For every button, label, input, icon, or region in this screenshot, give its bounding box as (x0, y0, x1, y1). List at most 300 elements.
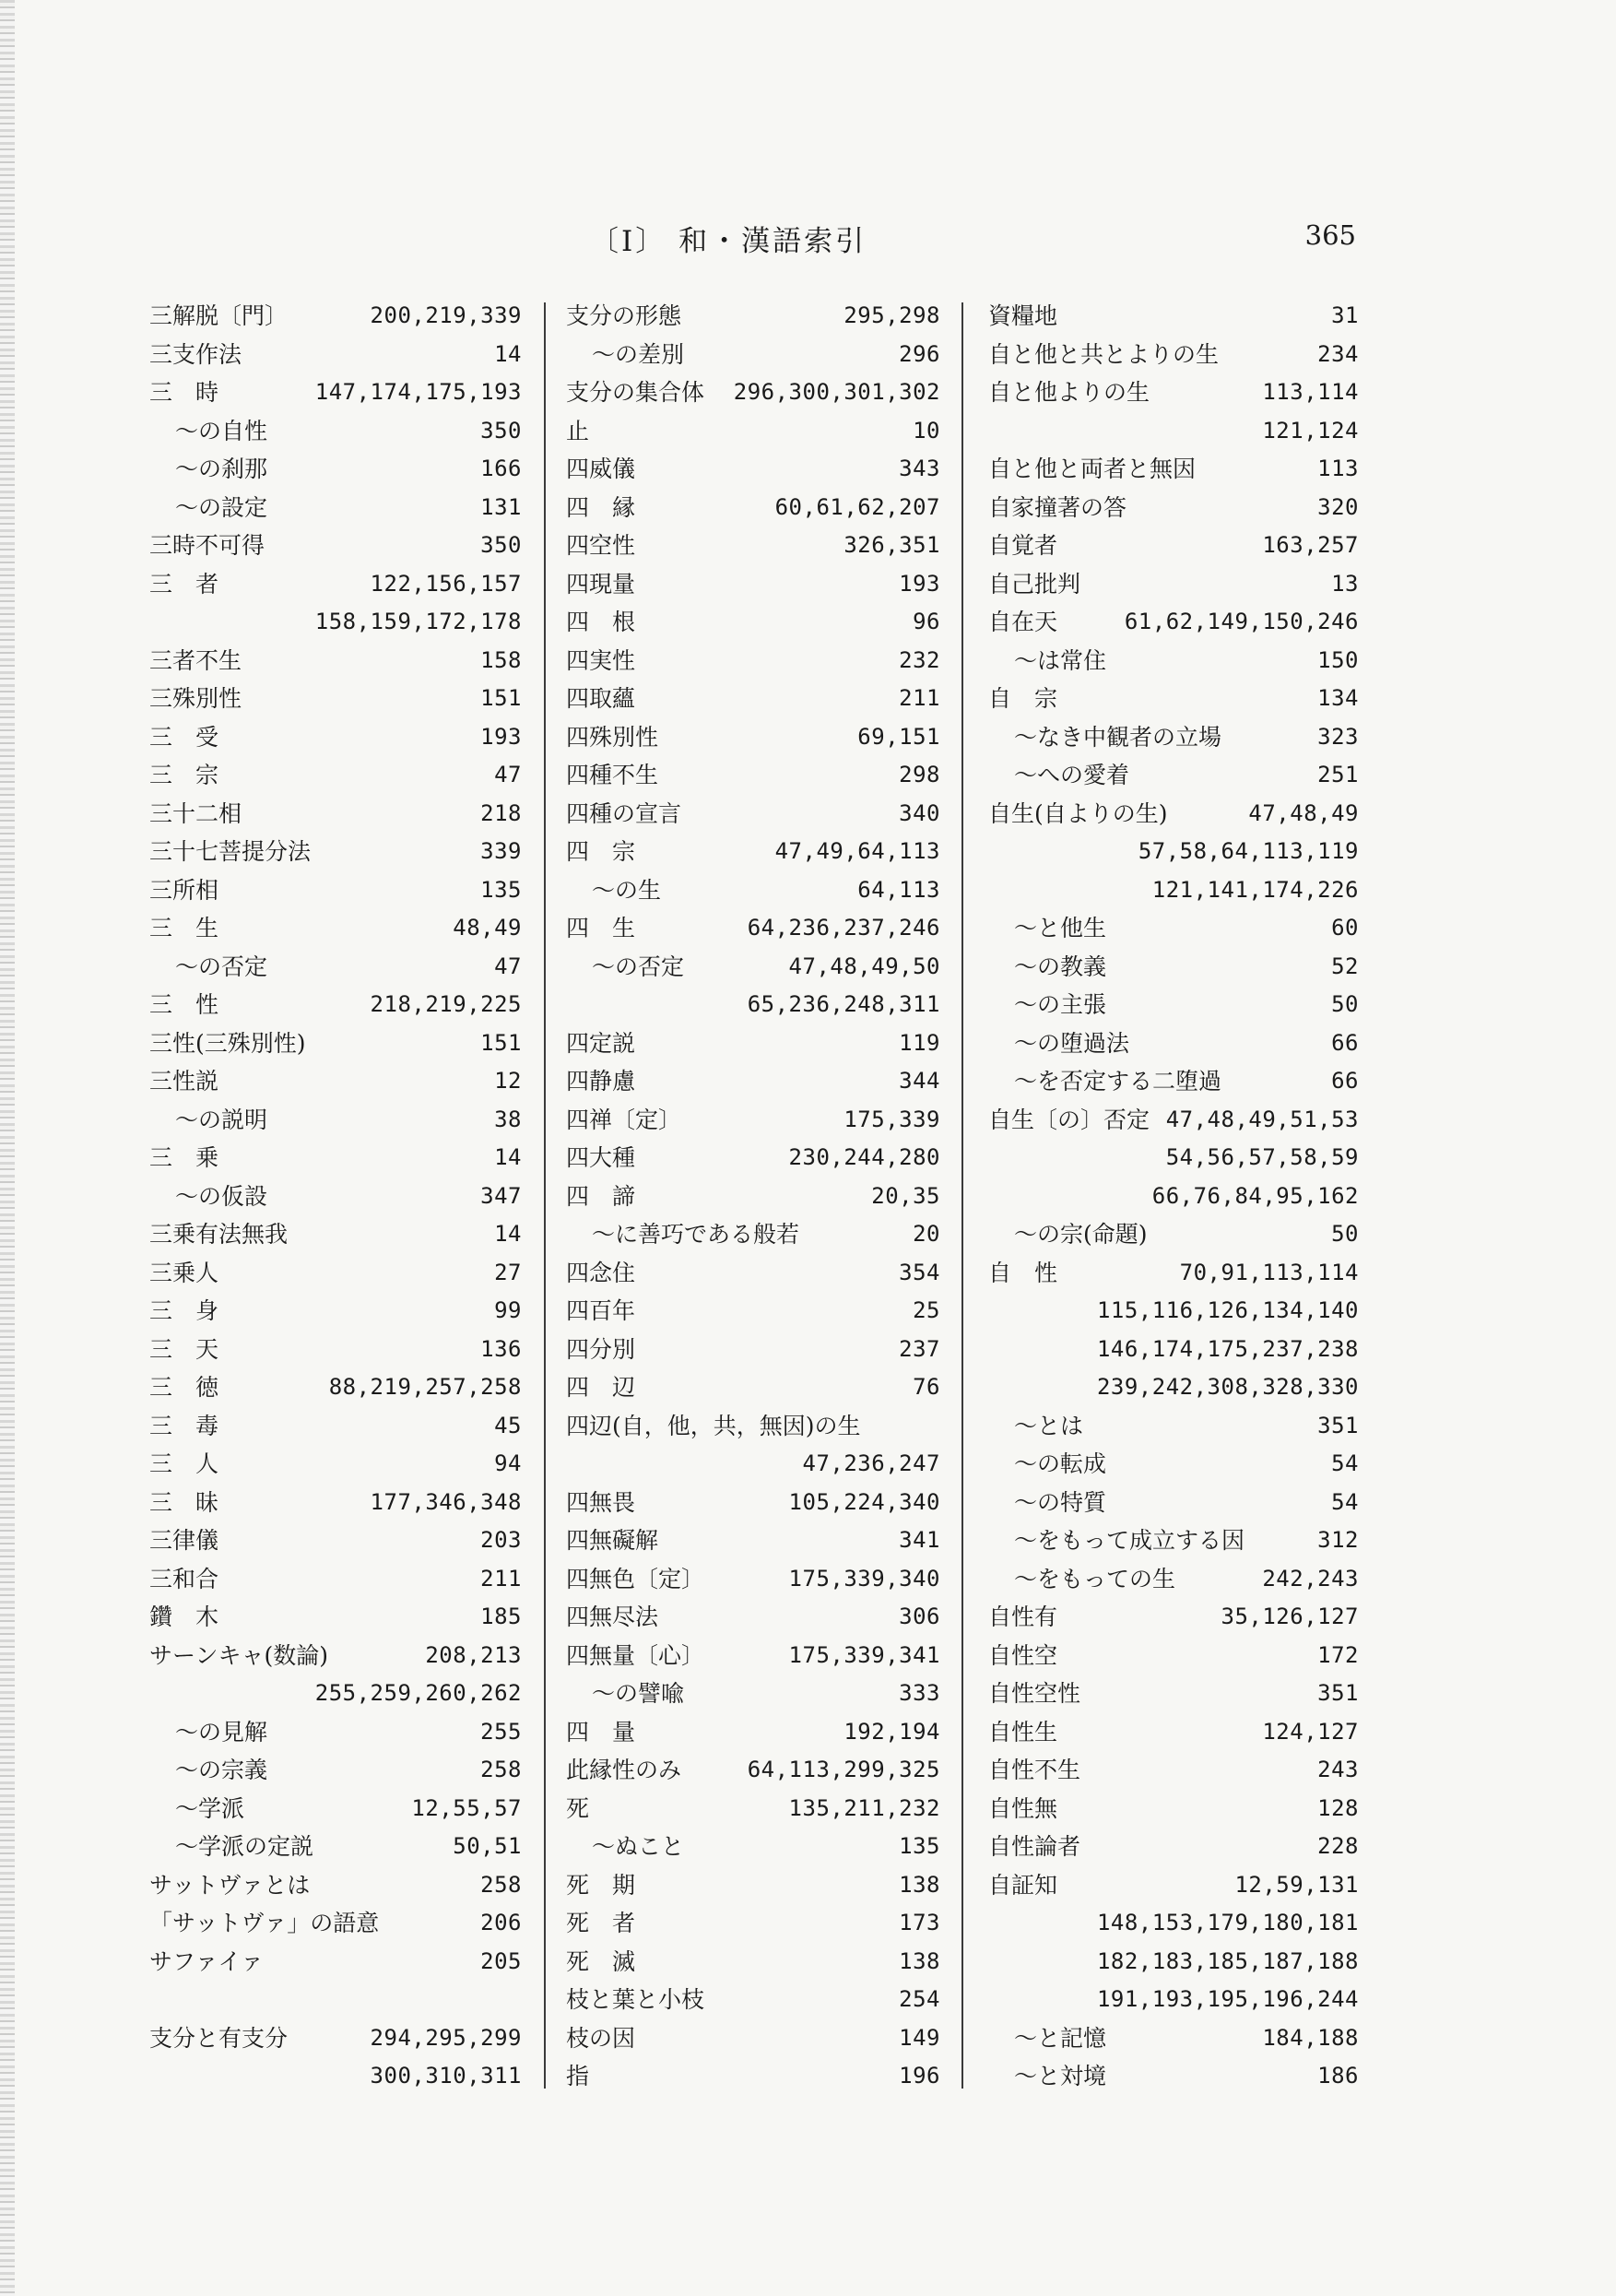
index-term: 四辺(自，他，共，無因)の生 (566, 1412, 861, 1439)
index-entry (149, 1139, 522, 1178)
index-entry (988, 2019, 1359, 2058)
index-term: ～の説明 (175, 1106, 268, 1133)
index-term: 四無量〔心〕 (566, 1641, 705, 1669)
index-entry (566, 1521, 940, 1560)
index-page-refs: 25 (913, 1297, 940, 1323)
index-page-refs: 296,300,301,302 (733, 379, 940, 405)
index-entry (988, 297, 1359, 336)
index-term: 三 徳 (149, 1374, 219, 1401)
index-term: 自性有 (988, 1604, 1058, 1630)
index-term: 指 (566, 2063, 590, 2089)
index-page-refs: 243 (1317, 1757, 1359, 1782)
index-term: 四 縁 (566, 493, 636, 521)
index-page-refs: 193 (899, 570, 940, 597)
index-page-refs: 208,213 (425, 1641, 522, 1668)
index-page-refs: 94 (494, 1450, 522, 1476)
index-term: 四空性 (566, 532, 636, 559)
index-term: 三乗人 (149, 1259, 219, 1286)
index-column-3 (988, 297, 1359, 2096)
index-term: ～の転成 (1014, 1450, 1107, 1477)
index-page-refs: 232 (899, 646, 940, 673)
index-term: ～の生 (592, 876, 662, 904)
index-entry (149, 1024, 522, 1063)
index-term: 自生〔の〕否定 (988, 1106, 1150, 1133)
index-entry (988, 603, 1359, 642)
index-term: サットヴァとは (149, 1871, 311, 1899)
index-term: 枝の因 (566, 2024, 636, 2052)
index-page-refs: 14 (494, 1144, 522, 1170)
index-term: 此縁性のみ (566, 1757, 682, 1783)
index-page-refs: 113,114 (1262, 379, 1359, 405)
index-page-refs: 242,243 (1262, 1565, 1359, 1592)
index-term: 自証知 (988, 1871, 1058, 1899)
index-term: 枝と葉と小枝 (566, 1986, 705, 2013)
index-page-refs: 135 (480, 876, 522, 903)
index-entry (988, 1484, 1359, 1522)
index-page-refs: 255,259,260,262 (314, 1680, 522, 1706)
index-term: 「サットヴァ」の語意 (149, 1910, 380, 1936)
index-page-refs: 320 (1317, 493, 1359, 520)
index-entry (988, 1101, 1359, 1140)
index-entry (988, 336, 1359, 374)
index-entry (149, 1713, 522, 1752)
index-term: ～と他生 (1014, 915, 1107, 941)
index-term: ～の見解 (175, 1718, 268, 1746)
index-page-refs: 50,51 (453, 1833, 522, 1859)
index-entry (988, 1981, 1359, 2019)
index-term: 三 身 (149, 1297, 219, 1324)
index-term: 四無尽法 (566, 1604, 659, 1630)
index-page-refs: 196 (899, 2063, 940, 2089)
index-entry (566, 1062, 940, 1101)
index-page-refs: 12,59,131 (1234, 1871, 1359, 1898)
index-term: ～をもって成立する因 (1014, 1527, 1245, 1554)
index-page-refs: 218 (480, 799, 522, 826)
index-term: ～の特質 (1014, 1488, 1107, 1516)
index-term: 四大種 (566, 1144, 636, 1171)
index-entry (988, 1598, 1359, 1637)
index-term: 三 毒 (149, 1412, 219, 1439)
index-term: 四現量 (566, 570, 636, 598)
index-entry (988, 373, 1359, 412)
index-term: 三 受 (149, 723, 219, 751)
index-page-refs: 121,124 (1262, 417, 1359, 444)
index-entry (149, 1101, 522, 1140)
index-page-refs: 14 (494, 340, 522, 367)
index-term: 四禅〔定〕 (566, 1106, 682, 1133)
index-term: ～の教義 (1014, 953, 1107, 980)
index-entry (988, 1292, 1359, 1331)
index-entry (988, 680, 1359, 718)
index-page-refs: 254 (899, 1986, 940, 2012)
index-entry (566, 1828, 940, 1866)
index-page-refs: 205 (480, 1947, 522, 1974)
index-column-2 (566, 297, 940, 2096)
scan-edge-noise (0, 0, 15, 2296)
index-entry (149, 756, 522, 795)
index-page-refs: 54 (1331, 1450, 1359, 1476)
index-term: 自 性 (988, 1259, 1058, 1286)
index-entry (566, 833, 940, 871)
index-term: 三性説 (149, 1068, 219, 1095)
index-page-refs: 347 (480, 1182, 522, 1209)
index-entry (988, 1904, 1359, 1943)
column-divider-2 (961, 302, 963, 2089)
index-page-refs: 99 (494, 1297, 522, 1323)
index-page-refs: 135,211,232 (788, 1794, 940, 1821)
index-page-refs: 119 (899, 1029, 940, 1056)
index-page-refs: 186 (1317, 2063, 1359, 2089)
index-page-refs: 122,156,157 (370, 570, 522, 597)
index-term: 四分別 (566, 1335, 636, 1363)
index-page-refs: 312 (1317, 1527, 1359, 1553)
index-page-refs: 146,174,175,237,238 (1096, 1335, 1359, 1362)
index-page-refs: 191,193,195,196,244 (1096, 1986, 1359, 2012)
index-term: 死 滅 (566, 1947, 636, 1975)
index-page-refs: 54,56,57,58,59 (1165, 1144, 1359, 1170)
index-page-refs: 258 (480, 1757, 522, 1782)
index-entry (149, 603, 522, 642)
index-page-refs: 323 (1317, 723, 1359, 750)
index-entry (149, 489, 522, 527)
index-page-refs: 47 (494, 762, 522, 787)
index-page-refs: 105,224,340 (788, 1488, 940, 1515)
index-term: ～の刹那 (175, 456, 268, 482)
index-entry (149, 1178, 522, 1216)
index-entry (988, 1828, 1359, 1866)
index-term: 三 性 (149, 991, 219, 1018)
index-entry (149, 718, 522, 757)
index-term: 四 根 (566, 609, 636, 635)
index-entry (149, 1292, 522, 1331)
index-term: 三 天 (149, 1335, 219, 1363)
index-entry (149, 1828, 522, 1866)
index-entry (988, 1024, 1359, 1063)
index-page-refs: 343 (899, 456, 940, 481)
index-term: 三殊別性 (149, 685, 242, 712)
index-term: 三十二相 (149, 799, 242, 827)
index-page-refs: 47,48,49 (1248, 799, 1359, 826)
index-entry (566, 871, 940, 910)
index-entry (149, 1521, 522, 1560)
index-entry (149, 1751, 522, 1790)
index-entry (566, 948, 940, 987)
index-term: 自己批判 (988, 570, 1081, 598)
index-entry (566, 1943, 940, 1982)
index-page-refs: 20 (913, 1221, 940, 1247)
index-page-refs: 173 (899, 1910, 940, 1935)
index-entry (149, 1368, 522, 1407)
index-entry (149, 1790, 522, 1829)
index-page-refs: 60 (1331, 915, 1359, 941)
index-term: 四無色〔定〕 (566, 1565, 705, 1592)
index-entry (566, 680, 940, 718)
index-term: ～の差別 (592, 340, 685, 368)
index-entry (988, 1215, 1359, 1254)
index-page-refs: 138 (899, 1947, 940, 1974)
index-entry (988, 1062, 1359, 1101)
index-entry (149, 1062, 522, 1101)
index-term: 資糧地 (988, 302, 1058, 329)
index-term: 自在天 (988, 609, 1058, 635)
index-page-refs: 66 (1331, 1068, 1359, 1094)
index-page-refs: 333 (899, 1680, 940, 1706)
index-term: ～と記憶 (1014, 2024, 1107, 2052)
index-page-refs: 344 (899, 1068, 940, 1094)
index-entry (149, 986, 522, 1024)
index-column-1 (149, 297, 522, 2096)
index-page-refs: 12,55,57 (411, 1794, 522, 1821)
index-page-refs: 239,242,308,328,330 (1096, 1374, 1359, 1400)
index-page-refs: 300,310,311 (370, 2063, 522, 2089)
index-entry (149, 2019, 522, 2058)
index-page-refs: 354 (899, 1259, 940, 1285)
index-term: 三 昧 (149, 1488, 219, 1516)
index-entry (566, 489, 940, 527)
index-term: 三性(三殊別性) (149, 1029, 306, 1057)
index-page-refs: 151 (480, 685, 522, 711)
index-page-refs: 47,49,64,113 (774, 838, 940, 864)
index-page-refs: 27 (494, 1259, 522, 1285)
index-entry (149, 412, 522, 451)
index-term: 四種の宣言 (566, 799, 682, 827)
index-page-refs: 47 (494, 953, 522, 979)
index-entry (988, 642, 1359, 681)
index-entry (566, 1292, 940, 1331)
index-page-refs: 340 (899, 799, 940, 826)
index-page-refs: 185 (480, 1604, 522, 1629)
index-term: 三 乗 (149, 1144, 219, 1171)
index-page-refs: 166 (480, 456, 522, 481)
index-page-refs: 70,91,113,114 (1179, 1259, 1359, 1285)
index-entry (988, 718, 1359, 757)
index-page-refs: 47,48,49,50 (788, 953, 940, 979)
index-term: 自生(自よりの生) (988, 799, 1168, 827)
index-term: 三所相 (149, 876, 219, 904)
index-entry (149, 1904, 522, 1943)
index-entry (566, 1484, 940, 1522)
index-entry (566, 2019, 940, 2058)
index-entry (149, 1560, 522, 1599)
index-term: 四殊別性 (566, 723, 659, 751)
index-entry (566, 1866, 940, 1905)
index-page-refs: 172 (1317, 1641, 1359, 1668)
index-page-refs: 163,257 (1262, 532, 1359, 558)
index-page-refs: 131 (480, 493, 522, 520)
index-term: 死 者 (566, 1910, 636, 1936)
index-page-refs: 149 (899, 2024, 940, 2051)
index-page-refs: 65,236,248,311 (747, 991, 940, 1017)
index-page-refs: 113 (1317, 456, 1359, 481)
index-page-refs: 339 (480, 838, 522, 864)
index-term: 四念住 (566, 1259, 636, 1286)
index-page-refs: 69,151 (857, 723, 940, 750)
index-term: 四実性 (566, 646, 636, 674)
index-term: ～学派の定説 (175, 1833, 314, 1860)
running-header (0, 218, 1616, 264)
index-term: 死 期 (566, 1871, 636, 1899)
index-entry (988, 795, 1359, 834)
index-entry (988, 833, 1359, 871)
index-term: 四 量 (566, 1718, 636, 1746)
index-entry (149, 373, 522, 412)
index-page-refs: 138 (899, 1871, 940, 1898)
index-page-refs: 135 (899, 1833, 940, 1859)
page-number: 365 (1304, 219, 1356, 251)
index-term: ～の自性 (175, 417, 268, 444)
index-page-refs: 350 (480, 532, 522, 558)
index-entry (566, 1675, 940, 1713)
index-term: ～の否定 (175, 953, 268, 980)
index-page-refs: 50 (1331, 1221, 1359, 1247)
index-entry (566, 718, 940, 757)
index-entry (988, 527, 1359, 565)
index-entry (988, 1790, 1359, 1829)
index-entry (988, 909, 1359, 948)
index-page-refs: 192,194 (843, 1718, 940, 1745)
index-entry (149, 450, 522, 489)
index-page-refs: 158 (480, 646, 522, 673)
index-entry (566, 565, 940, 604)
index-page-refs: 10 (913, 417, 940, 444)
index-page-refs: 115,116,126,134,140 (1096, 1297, 1359, 1323)
index-page-refs: 66,76,84,95,162 (1151, 1182, 1359, 1209)
index-term: 支分の集合体 (566, 379, 705, 406)
index-entry (566, 1215, 940, 1254)
index-entry (988, 1178, 1359, 1216)
index-entry (988, 1560, 1359, 1599)
index-page-refs: 76 (913, 1374, 940, 1400)
index-term: 自性空性 (988, 1680, 1081, 1707)
index-page-refs: 60,61,62,207 (774, 493, 940, 520)
index-term: 四種不生 (566, 762, 659, 788)
index-page-refs: 298 (899, 762, 940, 787)
index-entry (988, 1445, 1359, 1484)
index-entry (566, 603, 940, 642)
section-title: 〔I〕 和・漢語索引 (590, 225, 867, 258)
index-entry (988, 1637, 1359, 1675)
index-entry (988, 1139, 1359, 1178)
index-entry (988, 412, 1359, 451)
index-entry (988, 756, 1359, 795)
index-entry (149, 680, 522, 718)
index-entry (566, 1331, 940, 1369)
index-term: 止 (566, 417, 590, 444)
index-term: 自性空 (988, 1641, 1058, 1669)
index-term: 自家撞著の答 (988, 493, 1127, 521)
index-term: 自 宗 (988, 685, 1058, 712)
index-entry (149, 527, 522, 565)
index-entry (988, 1407, 1359, 1446)
index-term: ～と対境 (1014, 2063, 1107, 2089)
index-page-refs: 35,126,127 (1221, 1604, 1359, 1629)
index-term: 四 辺 (566, 1374, 636, 1401)
index-page-refs: 52 (1331, 953, 1359, 979)
index-entry (566, 1407, 940, 1446)
index-entry (566, 373, 940, 412)
index-entry (149, 1943, 522, 1982)
index-term: 自と他と共とよりの生 (988, 340, 1220, 368)
index-entry (149, 871, 522, 910)
index-entry (149, 642, 522, 681)
index-term: ～の仮設 (175, 1182, 268, 1210)
index-term: ～ぬこと (592, 1833, 685, 1860)
index-entry (149, 1331, 522, 1369)
index-term: 自覚者 (988, 532, 1058, 559)
index-term: サファイァ (149, 1947, 265, 1975)
index-entry (566, 642, 940, 681)
index-term: 四威儀 (566, 456, 636, 482)
index-page-refs: 234 (1317, 340, 1359, 367)
index-term: 四取蘊 (566, 685, 636, 712)
index-term: 四定説 (566, 1029, 636, 1057)
index-entry (149, 1637, 522, 1675)
index-term: 三律儀 (149, 1527, 219, 1554)
index-page-refs: 128 (1317, 1794, 1359, 1821)
index-page-refs: 47,236,247 (802, 1450, 940, 1476)
index-term: 死 (566, 1794, 590, 1822)
index-term: ～の設定 (175, 493, 268, 521)
index-page-refs: 47,48,49,51,53 (1165, 1106, 1359, 1132)
index-term: 四無畏 (566, 1488, 636, 1516)
index-term: ～の堕過法 (1014, 1029, 1130, 1057)
index-term: ～なき中観者の立場 (1014, 723, 1222, 751)
index-entry (988, 1713, 1359, 1752)
index-entry (988, 1254, 1359, 1293)
index-entry (566, 1713, 940, 1752)
index-entry (566, 450, 940, 489)
index-page-refs: 175,339 (843, 1106, 940, 1132)
index-term: サーンキャ(数論) (149, 1641, 329, 1669)
index-term: ～を否定する二堕過 (1014, 1068, 1222, 1095)
index-entry (149, 795, 522, 834)
index-page-refs: 177,346,348 (370, 1488, 522, 1515)
index-entry (566, 1751, 940, 1790)
index-page-refs: 14 (494, 1221, 522, 1247)
index-page-refs: 38 (494, 1106, 522, 1132)
index-page-refs: 193 (480, 723, 522, 750)
index-entry (988, 1675, 1359, 1713)
index-entry (988, 871, 1359, 910)
index-entry (149, 297, 522, 336)
index-page-refs: 175,339,340 (788, 1565, 940, 1592)
index-entry (566, 986, 940, 1024)
index-entry (566, 1790, 940, 1829)
index-entry (988, 986, 1359, 1024)
index-page-refs: 124,127 (1262, 1718, 1359, 1745)
index-term: 支分の形態 (566, 302, 682, 329)
index-term: ～の譬喩 (592, 1680, 685, 1707)
index-term: 支分と有支分 (149, 2024, 289, 2052)
index-term: 三 生 (149, 915, 219, 941)
index-page-refs: 151 (480, 1029, 522, 1056)
index-entry (149, 1254, 522, 1293)
index-term: 三 宗 (149, 762, 219, 788)
index-page-refs: 134 (1317, 685, 1359, 711)
index-page-refs: 296 (899, 340, 940, 367)
index-term: 三十七菩提分法 (149, 838, 312, 865)
index-page-refs: 237 (899, 1335, 940, 1362)
index-entry (566, 756, 940, 795)
index-page-refs: 13 (1331, 570, 1359, 597)
index-entry (566, 1101, 940, 1140)
index-term: ～に善巧である般若 (592, 1221, 800, 1248)
index-term: 四百年 (566, 1297, 636, 1324)
index-page-refs: 306 (899, 1604, 940, 1629)
index-term: 鑽 木 (149, 1604, 219, 1630)
index-entry (566, 2057, 940, 2096)
index-page-refs: 64,113,299,325 (747, 1757, 940, 1782)
